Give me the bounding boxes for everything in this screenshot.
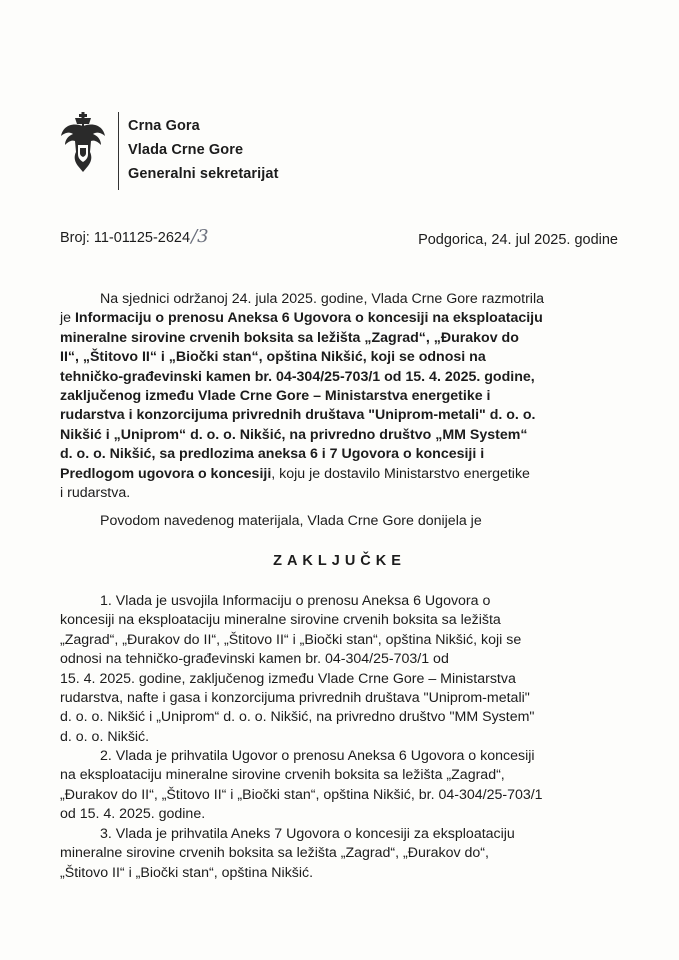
header-divider bbox=[118, 112, 119, 190]
intro-paragraph bbox=[60, 290, 622, 503]
intro-line: i rudarstva. bbox=[60, 485, 131, 502]
intro-line: Nikšić i „Uniprom“ d. o. o. Nikšić, na privredno društvo „MM System“ bbox=[60, 426, 528, 443]
coat-of-arms-icon bbox=[60, 112, 106, 174]
intro-line: je Informaciju o prenosu Aneksa 6 Ugovora o koncesiji na eksploataciju bbox=[60, 310, 543, 327]
intro-line: rudarstva i konzorcijuma privrednih društava "Uniprom-metali" d. o. o. bbox=[60, 407, 536, 424]
intro-line: Predlogom ugovora o koncesiji, koju je dostavilo Ministarstvo energetike bbox=[60, 465, 530, 482]
handwritten-suffix: /3 bbox=[191, 226, 209, 247]
intro-line: zaključenog između Vlade Crne Gore – Ministarstva energetike i bbox=[60, 388, 491, 405]
conclusion-3: 3. Vlada je prihvatila Aneks 7 Ugovora o koncesiji za eksploataciju mineralne sirovine crvenih boksita sa ležišta „Zagrad“, „Đurakov do“, „Štitovo II“ i „Biočki stan“, opština Nikšić. bbox=[60, 826, 515, 881]
government-name: Vlada Crne Gore bbox=[128, 142, 244, 158]
intro-line: d. o. o. Nikšić, sa predlozima aneksa 6 i 7 Ugovora o koncesiji i bbox=[60, 446, 485, 463]
reference-label: Broj: 11-01125-2624 bbox=[60, 230, 191, 246]
intro-line: II“, „Štitovo II“ i „Biočki stan“, opština Nikšić, koji se odnosi na bbox=[60, 349, 486, 366]
intro-line: Na sjednici održanoj 24. jula 2025. godine, Vlada Crne Gore razmotrila bbox=[100, 291, 545, 307]
decision-sentence: Povodom navedenog materijala, Vlada Crne Gore donijela je bbox=[100, 513, 482, 529]
country-name: Crna Gora bbox=[128, 118, 200, 134]
intro-line: tehničko-građevinski kamen br. 04-304/25-703/1 od 15. 4. 2025. godine, bbox=[60, 368, 535, 385]
intro-line: mineralne sirovine crvenih boksita sa ležišta „Zagrad“, „Đurakov do bbox=[60, 329, 519, 346]
conclusion-2: 2. Vlada je prihvatila Ugovor o prenosu Aneksa 6 Ugovora o koncesiji na eksploataciju mineralne sirovine crvenih boksita sa ležišta „Zagrad“, „Đurakov do II“, „Štitovo II“ i „Biočki stan“, opština Nikšić, br. 04-304/25-703/1 od 15. 4. 2025. godine. bbox=[60, 748, 543, 823]
issuer-block bbox=[128, 114, 279, 186]
office-name: Generalni sekretarijat bbox=[128, 166, 279, 182]
conclusion-1: 1. Vlada je usvojila Informaciju o prenosu Aneksa 6 Ugovora o koncesiji na eksploataciju mineralne sirovine crvenih boksita sa ležišta „Zagrad“, „Đurakov do II“, „Štitovo II“ i „Biočki stan“, opština Nikšić, koji se odnosi na tehničko-građevinski kamen br. 04-304/25-703/1 od 15. 4. 2025. godine, zaključenog između Vlade Crne Gore – Ministarstva rudarstva, nafte i gasa i konzorcijuma privrednih društava "Uniprom-metali" d. o. o. Nikšić i „Uniprom“ d. o. o. Nikšić, na privredno društvo "MM System" d. o. o. Nikšić. bbox=[60, 593, 535, 745]
conclusions-title: ZAKLJUČKE bbox=[273, 553, 406, 569]
reference-number bbox=[60, 226, 209, 247]
document-date: Podgorica, 24. jul 2025. godine bbox=[418, 232, 618, 248]
